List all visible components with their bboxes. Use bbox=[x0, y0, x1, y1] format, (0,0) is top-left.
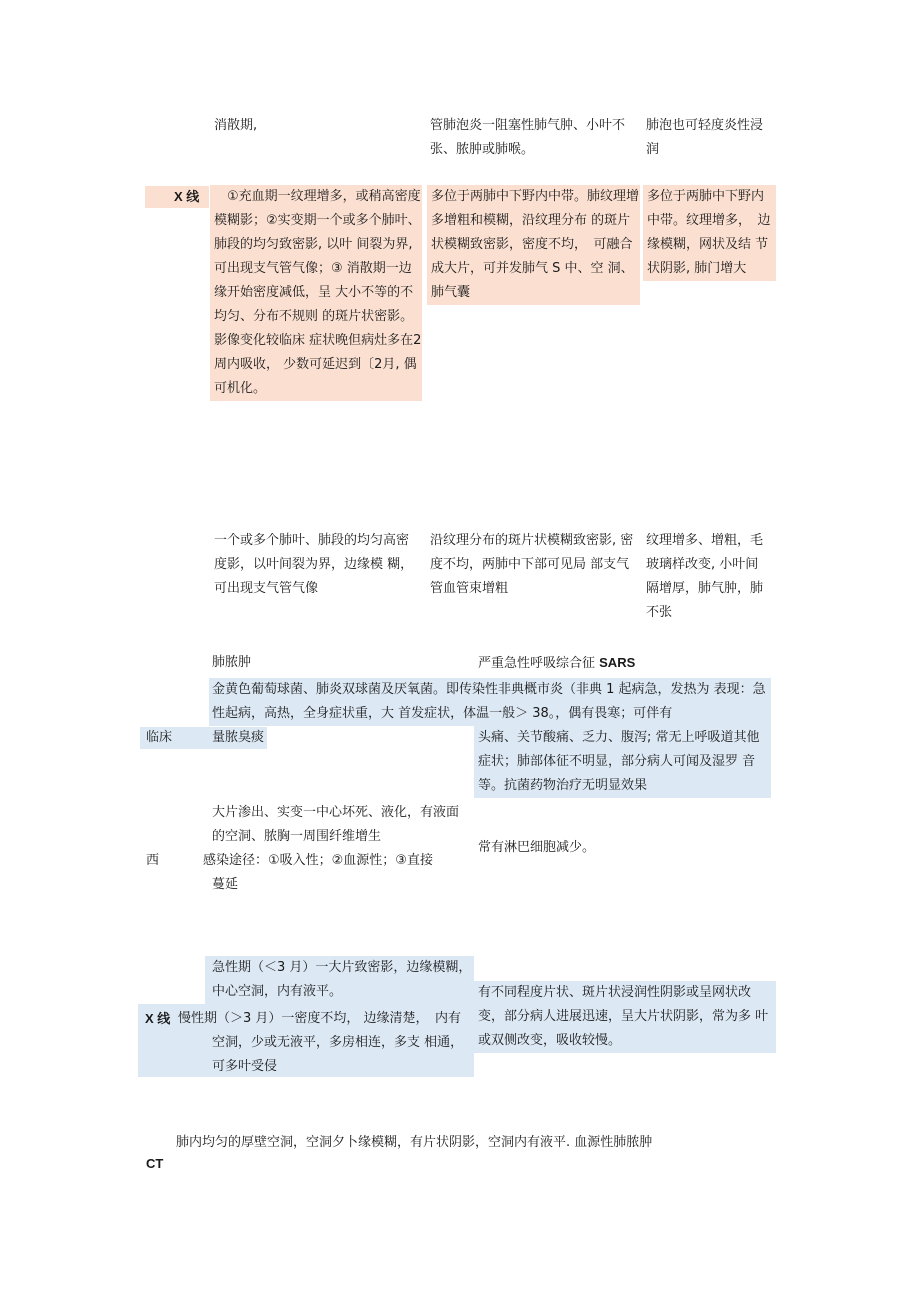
top-col2-text: 管肺泡炎一阻塞性肺气肿、小叶不张、脓肿或肺喉。 bbox=[430, 118, 626, 157]
xray-label-2: X 线 bbox=[145, 1011, 171, 1026]
cause-text: 金黄色葡萄球菌、肺炎双球菌及厌氧菌。即传染性非典概市炎（非典 1 起病急，发热为 表现：急性起病，高热，全身症状重，大 首发症状，体温一般＞ 38。，偶有畏寒；可伴有 bbox=[209, 678, 771, 726]
chronic-phase-content: 慢性期（＞3 月）一密度不均， 边缘清楚， 内有空洞，少或无液平，多房相连，多支 相通，可多叶受侵 bbox=[178, 1011, 464, 1074]
ct-col3-text: 纹理增多、增粗，毛玻璃样改变, 小叶间隔增厚，肺气肿，肺不张 bbox=[646, 533, 764, 620]
heading-lung-abscess: 肺脓肿 bbox=[212, 655, 252, 670]
heading-sars bbox=[478, 651, 635, 676]
infection-route-text: 感染途径：①吸入性；②血源性；③直接 bbox=[203, 853, 433, 868]
heading-sars-text: 严重急性呼吸综合征 bbox=[478, 656, 600, 671]
ct-label: CT bbox=[146, 1156, 164, 1171]
clinical-right-text: 头痛、关节酸痛、乏力、腹泻; 常无上呼吸道其他症状；肺部体征不明显，部分病人可闻及湿罗 音等。抗菌药物治疗无明显效果 bbox=[474, 726, 771, 798]
ct-col2-text: 沿纹理分布的斑片状模糊致密影, 密度不均，两肺中下部可见局 部支气管血管束增粗 bbox=[430, 533, 634, 596]
ct-text: 肺内均匀的厚壁空洞，空洞夕卜缘模糊，有片状阴影，空洞内有液平. 血源性肺脓肿 bbox=[176, 1135, 653, 1150]
xray-col3-text: 多位于两肺中下野内中带。纹理增多， 边缘模糊，网状及结 节状阴影, 肺门增大 bbox=[643, 185, 776, 281]
clinical-left-text: 量脓臭痰 bbox=[212, 730, 265, 745]
west-label: 西 bbox=[146, 853, 160, 868]
pathology-left-text: 大片渗出、实变一中心坏死、液化，有液面的空洞、脓胸一周围纤维增生 bbox=[212, 805, 460, 844]
pathology-right-text: 常有淋巴细胞减少。 bbox=[478, 840, 596, 855]
acute-phase-text: 急性期（＜3 月）一大片致密影，边缘模糊，中心空洞，内有液平。 bbox=[205, 956, 474, 1004]
top-col1-text: 消散期, bbox=[214, 118, 258, 133]
xray-col1-text: ①充血期一纹理增多，或稍高密度模糊影；②实变期一个或多个肺叶、肺段的均匀致密影, 以叶 间裂为界, 可出现支气管气像；③ 消散期一边缘开始密度减低，呈 大小不等的不均匀、分布不规则 的斑片状密影。影像变化较临床 症状晚但病灶多在2周内吸收， 少数可延迟到〔2月, 偶可机化。 bbox=[210, 185, 422, 401]
clinical-label: 临床 bbox=[146, 730, 173, 745]
xray-right-text: 有不同程度片状、斑片状浸润性阴影或呈网状改变，部分病人进展迅速，呈大片状阴影，常为多 叶或双侧改变，吸收较慢。 bbox=[474, 981, 776, 1053]
top-col3-text: 肺泡也可轻度炎性浸润 bbox=[646, 118, 764, 157]
xray-col2-text: 多位于两肺中下野内中带。肺纹理增多增粗和模糊，沿纹理分布 的斑片状模糊致密影，密度不均， 可融合成大片，可并发肺气 S 中、空 洞、肺气囊 bbox=[427, 185, 640, 305]
chronic-phase-text bbox=[178, 1007, 470, 1079]
infection-route-tail: 蔓延 bbox=[212, 877, 239, 892]
xray-row-label: X 线 bbox=[174, 189, 200, 204]
heading-sars-abbr: SARS bbox=[599, 655, 636, 670]
ct-col1-text: 一个或多个肺叶、肺段的均匀高密度影，以叶间裂为界，边缘模 糊，可出现支气管气像 bbox=[214, 533, 414, 596]
